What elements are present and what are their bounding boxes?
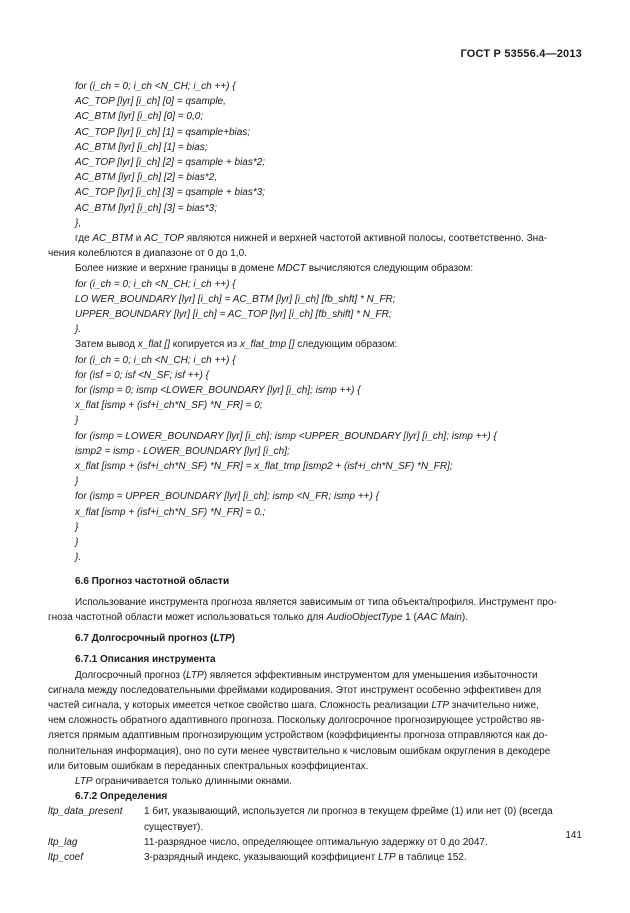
code-line: for (ismp = LOWER_BOUNDARY [lyr] [i_ch]; ismp <UPPER_BOUNDARY [lyr] [i_ch]; ismp ++) { xyxy=(75,430,497,442)
text: и xyxy=(132,233,145,245)
code-line: }. xyxy=(75,552,82,564)
paragraph-line: ляется прямым адаптивным прогнозирующим устройством (коэффициенты прогноза отправляются как до- xyxy=(48,730,548,742)
text: ) является эффективным инструментом для уменьшения избыточности xyxy=(203,669,538,681)
variable: x_flat [] xyxy=(137,339,170,351)
variable: LTP xyxy=(186,669,204,681)
definition-description xyxy=(144,850,586,865)
section-heading-6-7 xyxy=(48,631,586,646)
code-line: for (i_ch = 0; i_ch <N_CH; i_ch ++) { xyxy=(75,354,236,366)
definition-term: ltp_lag xyxy=(48,836,78,848)
code-line: AC_BTM [lyr] [i_ch] [0] = 0,0; xyxy=(75,111,204,123)
paragraph-6-7-1 xyxy=(48,668,586,790)
code-line: for (i_ch = 0; i_ch <N_CH; i_ch ++) { xyxy=(75,81,236,92)
code-line: AC_TOP [lyr] [i_ch] [1] = qsample+bias; xyxy=(75,126,251,138)
paragraph-line xyxy=(48,610,586,625)
paragraph-line: чем сложность обратного адаптивного прогноза. Поскольку долгосрочное прогнозирующее устройство яв- xyxy=(48,715,545,727)
code-block-boundaries xyxy=(48,277,586,338)
variable: AudioObjectType xyxy=(326,611,403,623)
paragraph-6-6 xyxy=(48,595,586,625)
paragraph-bounds xyxy=(48,261,586,276)
definition-ltp-lag xyxy=(48,835,586,850)
text: Долгосрочный прогноз ( xyxy=(75,669,187,681)
code-line: for (isf = 0; isf <N_SF; isf ++) { xyxy=(75,369,209,381)
document-id-header: ГОСТ Р 53556.4—2013 xyxy=(460,48,582,60)
paragraph-line xyxy=(48,231,586,246)
code-line: for (i_ch = 0; i_ch <N_CH; i_ch ++) { xyxy=(75,278,236,290)
paragraph-line xyxy=(48,774,586,789)
code-line: UPPER_BOUNDARY [lyr] [i_ch] = AC_TOP [lyr] [i_ch] [fb_shift] * N_FR; xyxy=(75,309,392,321)
text: ) xyxy=(231,633,236,645)
variable: x_flat_tmp [] xyxy=(240,339,295,351)
variable: LTP xyxy=(378,851,396,863)
variable: LTP xyxy=(75,775,93,787)
definition-ltp-data-present xyxy=(48,804,586,834)
definition-ltp-coef xyxy=(48,850,586,865)
code-line: AC_TOP [lyr] [i_ch] [3] = qsample + bias*3; xyxy=(75,187,266,199)
code-block-ac-init xyxy=(48,79,586,231)
text: ограничивается только длинными окнами. xyxy=(92,775,292,787)
text: значительно ниже, xyxy=(449,699,539,711)
code-line: x_flat [ismp + (isf+i_ch*N_SF) *N_FR] = 0; xyxy=(75,400,263,412)
code-line: AC_BTM [lyr] [i_ch] [2] = bias*2, xyxy=(75,172,217,184)
variable: AC_TOP xyxy=(144,233,184,245)
text: частей сигнала, у которых имеется четкое свойство шага. Сложность реализации xyxy=(48,699,432,711)
variable: LTP xyxy=(213,633,232,645)
paragraph-copy xyxy=(48,337,586,352)
text: Затем вывод xyxy=(75,339,138,351)
section-heading-6-6: 6.6 Прогноз частотной области xyxy=(75,575,230,587)
code-line: } xyxy=(75,476,79,488)
definition-term: ltp_data_present xyxy=(48,806,123,818)
variable: LTP xyxy=(431,699,450,711)
variable: AC_BTM xyxy=(92,233,133,245)
definition-line: существует). xyxy=(144,821,204,833)
code-line: for (ismp = 0; ismp <LOWER_BOUNDARY [lyr] [i_ch]; ismp ++) { xyxy=(75,385,361,397)
paragraph-line: сигнала между последовательными фреймами кодирования. Этот инструмент особенно эффективен для xyxy=(48,684,542,696)
paragraph-line: полнительная информация), оно по сути менее чувствительно к числовым ошибкам округления в декодере xyxy=(48,745,551,757)
code-line: }. xyxy=(75,324,82,336)
section-heading-6-7-1: 6.7.1 Описания инструмента xyxy=(75,654,216,666)
text: где xyxy=(75,233,93,245)
paragraph-line: Использование инструмента прогноза является зависимым от типа объекта/профиля. Инструмент про- xyxy=(75,596,557,608)
spacer xyxy=(48,566,586,574)
paragraph-line: или битовым ошибкам в переданных спектральных коэффициентах. xyxy=(48,760,369,772)
variable: MDCT xyxy=(277,263,306,275)
code-line: } xyxy=(75,415,79,427)
paragraph-line xyxy=(48,668,586,683)
code-line: AC_BTM [lyr] [i_ch] [3] = bias*3; xyxy=(75,202,217,214)
code-line: LO WER_BOUNDARY [lyr] [i_ch] = AC_BTM [lyr] [i_ch] [fb_shft] * N_FR; xyxy=(75,293,396,305)
text: 6.7 Долгосрочный прогноз ( xyxy=(75,633,214,645)
definition-line: 1 бит, указывающий, используется ли прогноз в текущем фрейме (1) или нет (0) (всегда xyxy=(144,806,553,818)
code-line: } xyxy=(75,521,79,533)
code-line: }, xyxy=(75,217,82,229)
code-line: AC_BTM [lyr] [i_ch] [1] = bias; xyxy=(75,141,208,153)
definition-description xyxy=(144,804,586,834)
code-line: AC_TOP [lyr] [i_ch] [2] = qsample + bias*2; xyxy=(75,157,266,169)
page-content xyxy=(48,79,586,865)
text: гноза частотной области может использоваться только для xyxy=(48,611,327,623)
paragraph-ac-definition xyxy=(48,231,586,261)
paragraph-line: чения колеблются в диапазоне от 0 до 1,0. xyxy=(48,248,247,260)
definition-description: 11-разрядное число, определяющее оптимальную задержку от 0 до 2047. xyxy=(144,836,488,848)
code-line: ismp2 = ismp - LOWER_BOUNDARY [lyr] [i_ch]; xyxy=(75,445,290,457)
definition-term: ltp_coef xyxy=(48,851,84,863)
code-line: x_flat [ismp + (isf+i_ch*N_SF) *N_FR] = x_flat_tmp [ismp2 + (isf+i_ch*N_SF) *N_FR]; xyxy=(75,461,453,473)
page-number: 141 xyxy=(565,830,582,841)
text: ). xyxy=(461,611,468,623)
text: следующим образом: xyxy=(294,339,398,351)
code-block-xflat-copy xyxy=(48,353,586,566)
text: 3-разрядный индекс, указывающий коэффициент xyxy=(144,851,379,863)
text: в таблице 152. xyxy=(395,851,467,863)
text: копируется из xyxy=(169,339,240,351)
code-line: for (ismp = UPPER_BOUNDARY [lyr] [i_ch]; ismp <N_FR; ismp ++) { xyxy=(75,491,379,503)
text: вычисляются следующим образом: xyxy=(305,263,474,275)
text: являются нижней и верхней частотой активной полосы, соответственно. Зна- xyxy=(183,233,548,245)
text: Более низкие и верхние границы в домене xyxy=(75,263,278,275)
code-line: } xyxy=(75,537,79,549)
code-line: AC_TOP [lyr] [i_ch] [0] = qsample, xyxy=(75,96,226,108)
text: 1 ( xyxy=(402,611,417,623)
variable: AAC Main xyxy=(416,611,462,623)
paragraph-line xyxy=(48,698,586,713)
code-line: x_flat [ismp + (isf+i_ch*N_SF) *N_FR] = 0.; xyxy=(75,506,266,518)
section-heading-6-7-2: 6.7.2 Определения xyxy=(75,791,168,803)
